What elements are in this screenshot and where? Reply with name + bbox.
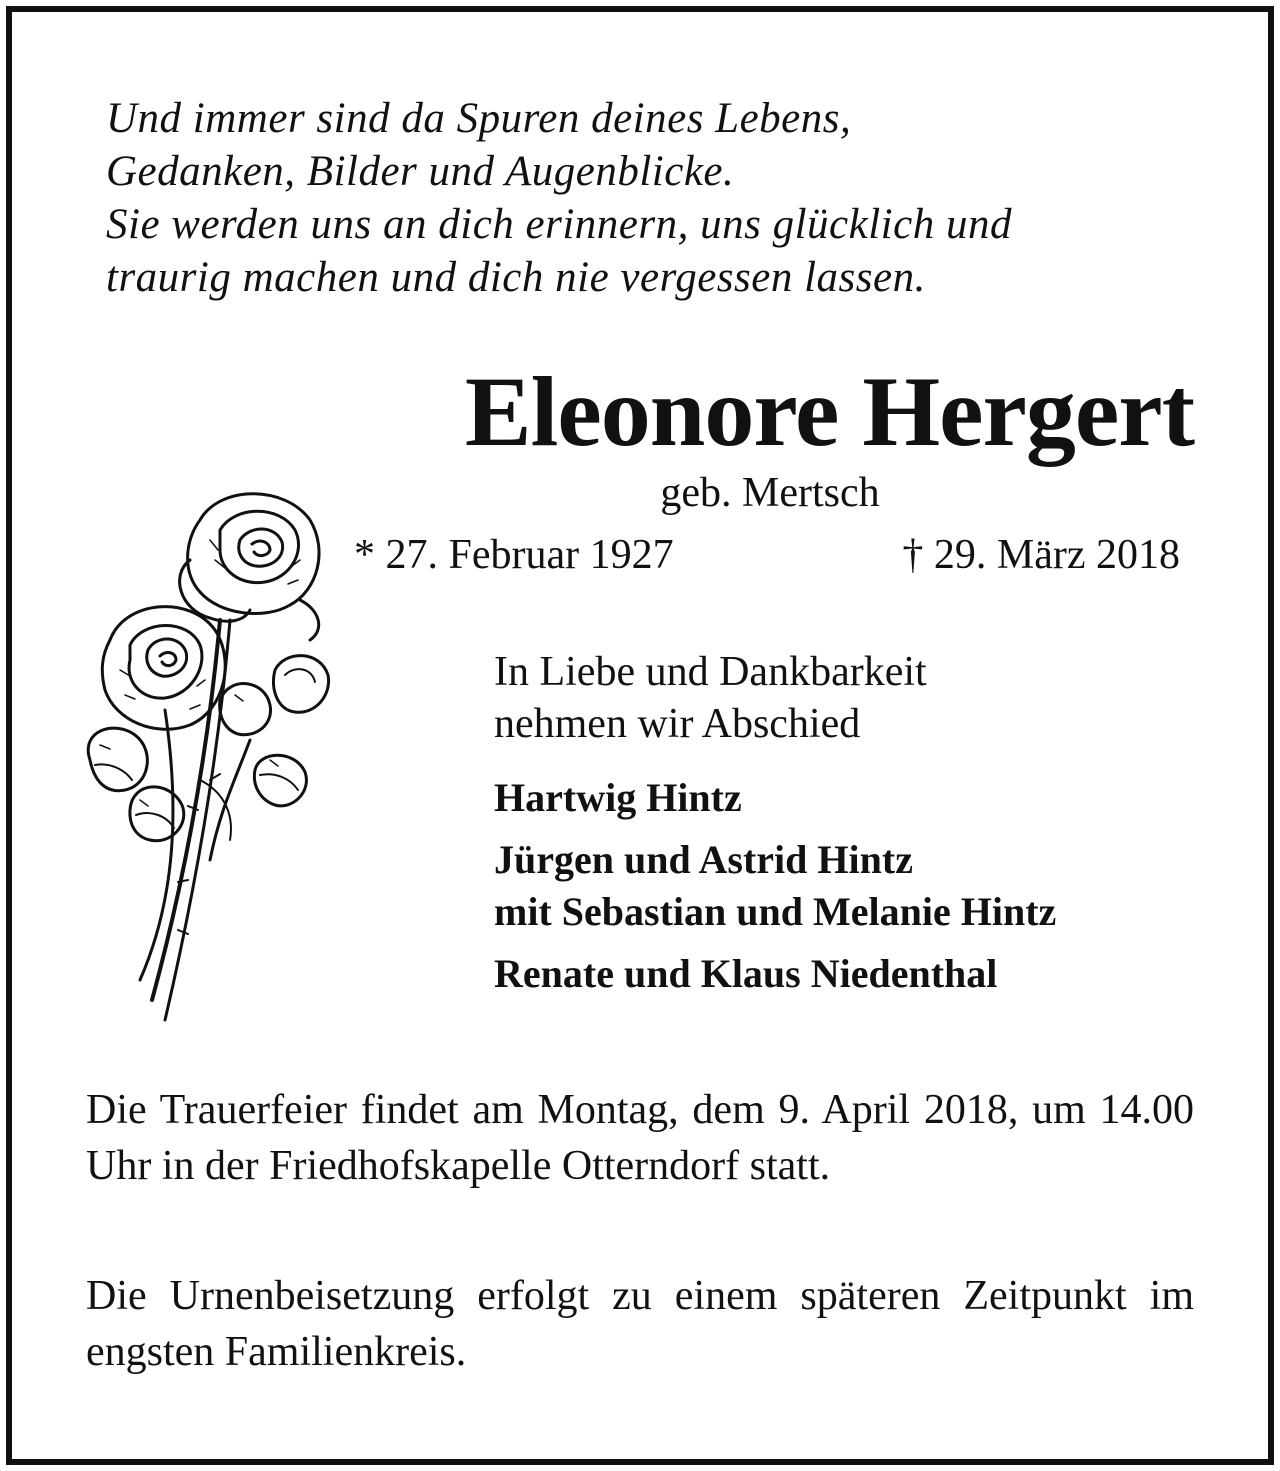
funeral-service-text: Die Trauerfeier findet am Montag, dem 9. April 2018, um 14.00 Uhr in der Friedhofskapelle Otterndorf statt. <box>86 1087 1194 1189</box>
mourner-name: mit Sebastian und Melanie Hintz <box>494 889 1057 934</box>
mourners-list <box>494 772 1056 1010</box>
memorial-poem <box>106 92 1216 304</box>
mourner-name: Jürgen und Astrid Hintz <box>494 837 913 882</box>
deceased-name: Eleonore Hergert <box>464 356 1194 467</box>
poem-line: Sie werden uns an dich erinnern, uns glücklich und <box>106 201 1012 248</box>
farewell-text <box>494 646 927 750</box>
birth-date: * 27. Februar 1927 <box>354 532 674 578</box>
mourner-group <box>494 948 1056 1000</box>
poem-line: traurig machen und dich nie vergessen lassen. <box>106 254 926 301</box>
rose-icon <box>70 480 340 1040</box>
death-date: † 29. März 2018 <box>902 532 1180 578</box>
mourner-group <box>494 772 1056 824</box>
maiden-name: geb. Mertsch <box>660 470 880 516</box>
mourner-name: Renate und Klaus Niedenthal <box>494 951 998 996</box>
poem-line: Und immer sind da Spuren deines Lebens, <box>106 95 852 142</box>
farewell-line: In Liebe und Dankbarkeit <box>494 649 927 695</box>
farewell-line: nehmen wir Abschied <box>494 701 861 747</box>
poem-line: Gedanken, Bilder und Augenblicke. <box>106 148 735 195</box>
mourner-group <box>494 834 1056 938</box>
mourner-name: Hartwig Hintz <box>494 775 742 820</box>
urn-burial-text: Die Urnenbeisetzung erfolgt zu einem späteren Zeitpunkt im engsten Familienkreis. <box>86 1273 1194 1375</box>
